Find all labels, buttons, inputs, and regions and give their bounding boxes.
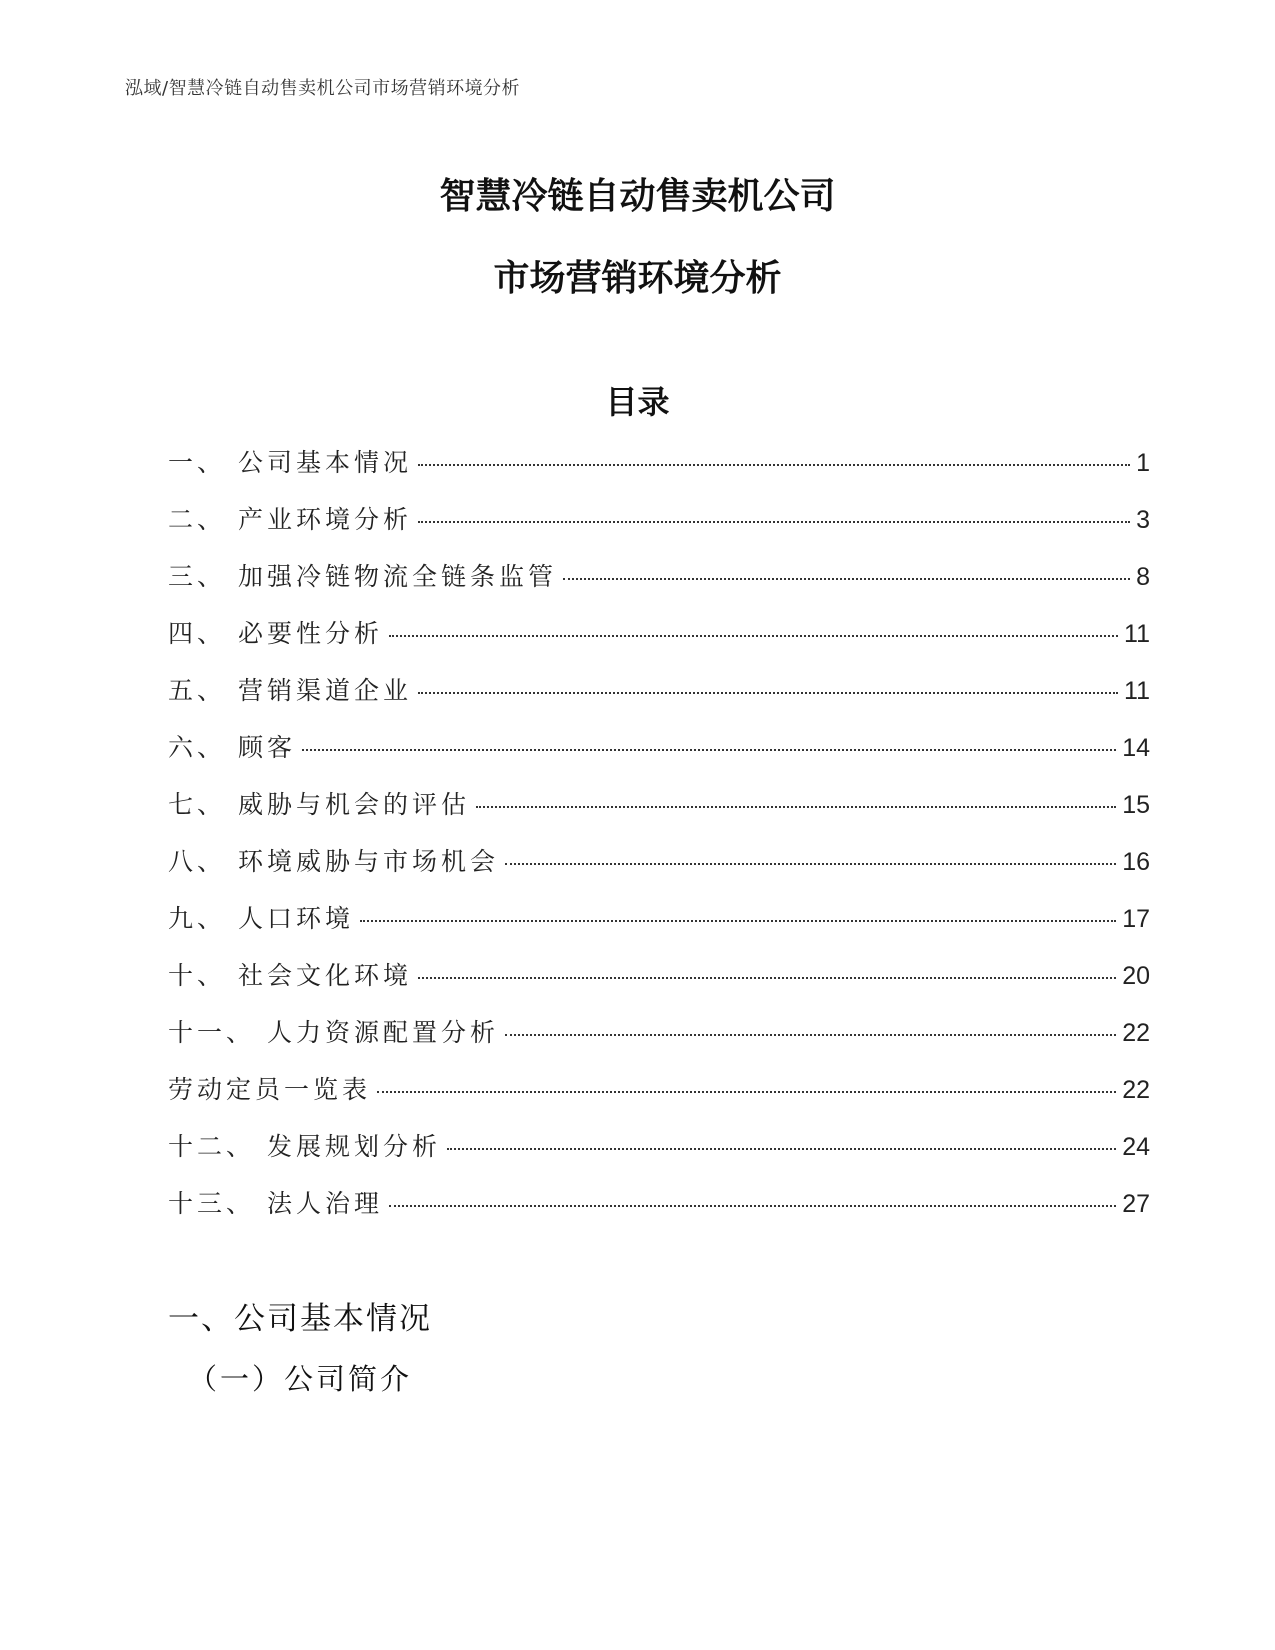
toc-entry-label: 劳动定员一览表	[168, 1075, 372, 1104]
toc-entry-page: 22	[1122, 1076, 1150, 1104]
toc-dot-leader	[360, 920, 1116, 922]
toc-entry-page: 11	[1124, 620, 1150, 648]
toc-dot-leader	[418, 521, 1130, 523]
toc-entry[interactable]	[168, 956, 1150, 1013]
toc-entry[interactable]	[168, 500, 1150, 557]
toc-entry[interactable]	[168, 557, 1150, 614]
toc-entry[interactable]	[168, 671, 1150, 728]
toc-dot-leader	[389, 1205, 1116, 1207]
toc-entry-page: 27	[1122, 1190, 1150, 1218]
toc-dot-leader	[476, 806, 1116, 808]
toc-dot-leader	[302, 749, 1116, 751]
toc-entry-label: 十、 社会文化环境	[168, 961, 412, 990]
toc-heading: 目录	[605, 383, 670, 421]
document-title-line-2: 市场营销环境分析	[493, 258, 782, 299]
toc-entry-label: 九、 人口环境	[168, 904, 354, 933]
toc-entry-label: 五、 营销渠道企业	[168, 676, 412, 705]
toc-dot-leader	[505, 1034, 1116, 1036]
toc-entry[interactable]	[168, 1070, 1150, 1127]
toc-entry-page: 20	[1122, 962, 1150, 990]
toc-entry-label: 七、 威胁与机会的评估	[168, 790, 470, 819]
toc-entry-page: 14	[1122, 734, 1150, 762]
toc-dot-leader	[418, 464, 1130, 466]
table-of-contents	[168, 443, 1150, 1241]
toc-dot-leader	[389, 635, 1118, 637]
toc-entry-label: 十一、 人力资源配置分析	[168, 1018, 499, 1047]
running-header: 泓域/智慧冷链自动售卖机公司市场营销环境分析	[125, 78, 521, 99]
toc-entry-page: 17	[1122, 905, 1150, 933]
toc-entry-label: 一、 公司基本情况	[168, 448, 412, 477]
toc-dot-leader	[418, 692, 1118, 694]
toc-entry[interactable]	[168, 1184, 1150, 1241]
toc-entry-page: 1	[1136, 449, 1150, 477]
toc-entry-label: 十三、 法人治理	[168, 1189, 383, 1218]
toc-entry[interactable]	[168, 728, 1150, 785]
toc-entry-label: 六、 顾客	[168, 733, 296, 762]
toc-entry[interactable]	[168, 842, 1150, 899]
subsection-heading: （一）公司简介	[188, 1362, 413, 1396]
toc-dot-leader	[447, 1148, 1116, 1150]
toc-dot-leader	[377, 1091, 1116, 1093]
toc-entry-label: 三、 加强冷链物流全链条监管	[168, 562, 557, 591]
toc-entry-page: 3	[1136, 506, 1150, 534]
toc-entry-page: 8	[1136, 563, 1150, 591]
toc-entry-label: 二、 产业环境分析	[168, 505, 412, 534]
toc-entry-page: 11	[1124, 677, 1150, 705]
toc-entry[interactable]	[168, 785, 1150, 842]
toc-dot-leader	[418, 977, 1116, 979]
toc-dot-leader	[505, 863, 1116, 865]
toc-entry[interactable]	[168, 614, 1150, 671]
toc-entry[interactable]	[168, 1127, 1150, 1184]
toc-entry-page: 22	[1122, 1019, 1150, 1047]
toc-entry-label: 八、 环境威胁与市场机会	[168, 847, 499, 876]
toc-entry-label: 十二、 发展规划分析	[168, 1132, 441, 1161]
toc-dot-leader	[563, 578, 1130, 580]
toc-entry[interactable]	[168, 1013, 1150, 1070]
toc-entry-page: 16	[1122, 848, 1150, 876]
toc-entry-page: 15	[1122, 791, 1150, 819]
toc-entry[interactable]	[168, 443, 1150, 500]
toc-entry-label: 四、 必要性分析	[168, 619, 383, 648]
toc-entry-page: 24	[1122, 1133, 1150, 1161]
toc-entry[interactable]	[168, 899, 1150, 956]
section-heading: 一、公司基本情况	[168, 1301, 432, 1337]
document-title-line-1: 智慧冷链自动售卖机公司	[439, 176, 836, 217]
